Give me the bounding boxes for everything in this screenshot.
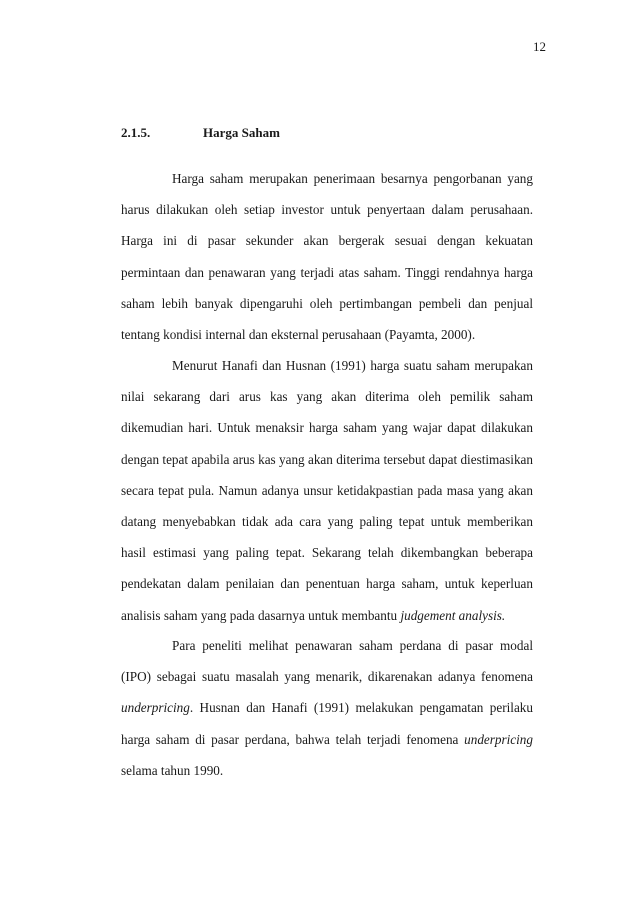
paragraph-3-italic-2: underpricing xyxy=(464,731,533,747)
paragraph-2-main: Menurut Hanafi dan Husnan (1991) harga suatu saham merupakan nilai sekarang dari arus kas yang akan diterima oleh pemilik saham dikemudian hari. Untuk menaksir harga saham yang wajar dapat dilakukan dengan tepat apabila arus kas yang akan diterima tersebut dapat diestimasikan secara tepat pula. Namun adanya unsur ketidakpastian pada masa yang akan datang menyebabkan tidak ada cara yang paling tepat untuk memberikan hasil estimasi yang paling tepat. Sekarang telah dikembangkan beberapa pendekatan dalam penilaian dan penentuan harga saham, untuk keperluan analisis saham yang pada dasarnya untuk membantu xyxy=(121,358,533,623)
paragraph-3-text xyxy=(121,630,533,786)
section-title: Harga Saham xyxy=(203,125,280,140)
paragraph-3-italic-1: underpricing xyxy=(121,700,190,716)
paragraph-2-italic: judgement analysis. xyxy=(400,607,506,623)
section-heading xyxy=(121,125,280,141)
paragraph-3-part-b: . Husnan dan Hanafi (1991) melakukan pengamatan perilaku harga saham di pasar perdana, bahwa telah terjadi fenomena xyxy=(121,700,533,747)
paragraph-2-text xyxy=(121,350,533,631)
page-number: 12 xyxy=(533,39,546,54)
paragraph-3 xyxy=(121,630,533,786)
paragraph-1 xyxy=(121,163,533,350)
paragraph-1-text: Harga saham merupakan penerimaan besarnya pengorbanan yang harus dilakukan oleh setiap investor untuk penyertaan dalam perusahaan. Harga ini di pasar sekunder akan bergerak sesuai dengan kekuatan permintaan dan penawaran yang terjadi atas saham. Tinggi rendahnya harga saham lebih banyak dipengaruhi oleh pertimbangan pembeli dan penjual tentang kondisi internal dan eksternal perusahaan (Payamta, 2000). xyxy=(121,171,533,343)
paragraph-2 xyxy=(121,350,533,631)
section-number: 2.1.5. xyxy=(121,125,151,140)
paragraph-3-part-a: Para peneliti melihat penawaran saham perdana di pasar modal (IPO) sebagai suatu masalah yang menarik, dikarenakan adanya fenomena xyxy=(121,638,533,685)
paragraph-3-part-c: selama tahun 1990. xyxy=(121,762,224,778)
